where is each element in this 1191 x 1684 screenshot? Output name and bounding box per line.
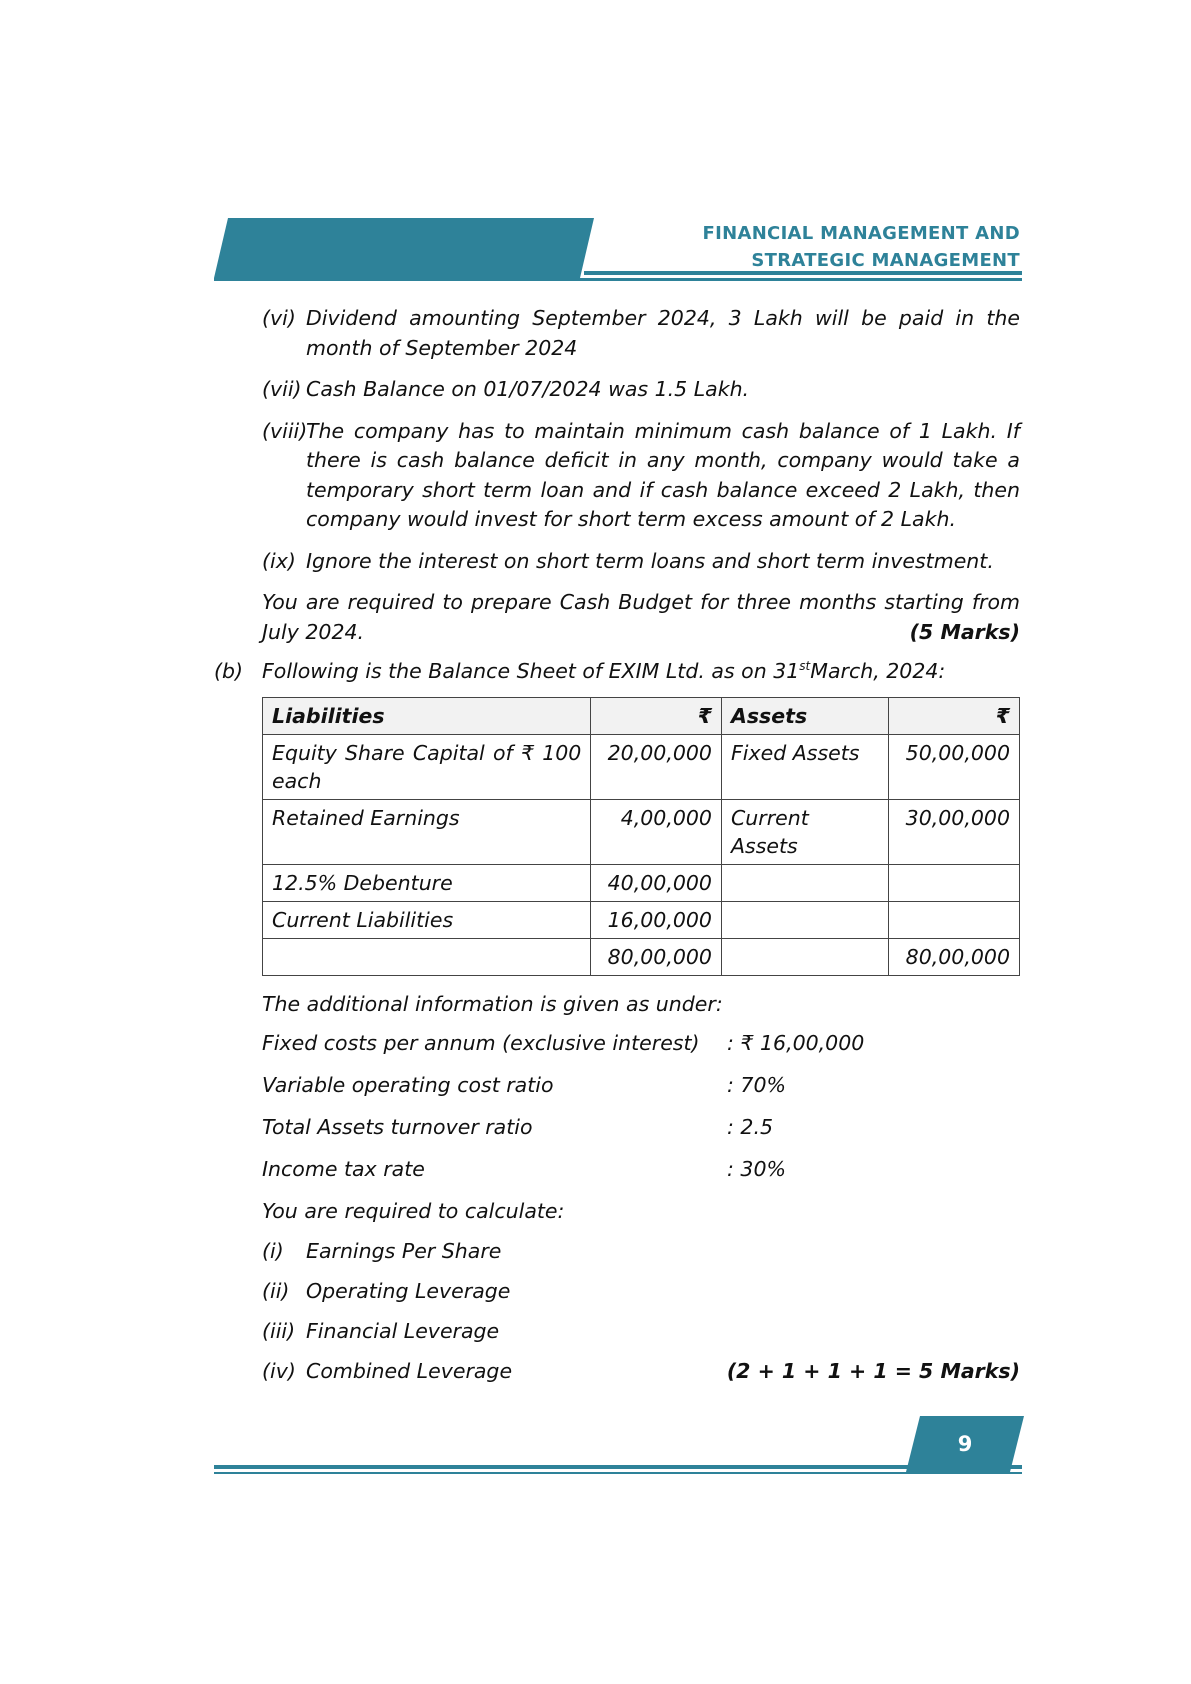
info-value: : 2.5 [727,1115,774,1139]
info-label: Variable operating cost ratio [262,1073,554,1097]
list-item [214,417,1020,535]
table-row [263,734,1020,799]
calc-number: (iv) [262,1358,296,1383]
calc-marks: (2 + 1 + 1 + 1 = 5 Marks) [726,1358,1020,1383]
calc-text: Financial Leverage [306,1318,500,1343]
calc-item [214,1357,1020,1397]
table-cell: 50,00,000 [889,734,1020,799]
calculate-intro: You are required to calculate: [262,1199,565,1223]
table-cell [721,864,888,901]
item-text: Ignore the interest on short term loans and short term investment. [306,548,994,573]
table-cell [721,901,888,938]
header-rupee-liabilities: ₹ [591,697,722,734]
footer-rule-thin [214,1472,1022,1474]
header-rule [214,278,1022,281]
part-b-superscript: st [799,659,811,674]
page-content [214,304,1020,1397]
item-number: (vii) [262,377,302,401]
info-label: Total Assets turnover ratio [262,1115,533,1139]
header-liabilities: Liabilities [263,697,591,734]
additional-info-intro: The additional information is given as under: [262,991,723,1016]
table-cell: 16,00,000 [591,901,722,938]
item-text: Cash Balance on 01/07/2024 was 1.5 Lakh. [306,377,750,401]
calc-text: Earnings Per Share [306,1238,502,1263]
list-item [214,547,1020,577]
item-number: (ix) [262,548,296,573]
footer-rule [214,1465,1022,1469]
table-cell [721,938,888,975]
table-cell: Equity Share Capital of ₹ 100 each [263,734,591,799]
calc-item [214,1317,1020,1357]
table-header-row [263,697,1020,734]
info-row [214,1155,1020,1197]
item-text: Dividend amounting September 2024, 3 Lakh will be paid in the month of September 2024 [306,306,1020,360]
calc-item [214,1237,1020,1277]
header-title-line2: STRATEGIC MANAGEMENT [751,250,1020,271]
info-label: Fixed costs per annum (exclusive interest) [262,1031,700,1055]
table-cell: 20,00,000 [591,734,722,799]
calc-number: (ii) [262,1278,290,1303]
item-number: (vi) [262,306,296,330]
list-item [214,304,1020,363]
calc-item [214,1277,1020,1317]
table-cell: 30,00,000 [889,799,1020,864]
part-b-number: (b) [214,659,244,683]
info-value: : 30% [727,1157,786,1181]
part-b-text: Following is the Balance Sheet of EXIM Ltd. as on 31 [262,659,800,683]
item-number: (viii) [262,418,308,443]
total-assets: 80,00,000 [889,938,1020,975]
header-title-line1: FINANCIAL MANAGEMENT AND [702,223,1020,244]
requirement-text: You are required to prepare Cash Budget for three months starting from July 2024. [262,590,1020,644]
requirement-marks: (5 Marks) [909,619,1020,644]
header-assets: Assets [721,697,888,734]
balance-sheet-table [262,697,1020,976]
total-liabilities: 80,00,000 [591,938,722,975]
table-cell: Current Liabilities [263,901,591,938]
info-label: Income tax rate [262,1157,425,1181]
calc-number: (iii) [262,1318,296,1343]
header-rupee-assets: ₹ [889,697,1020,734]
table-cell: 40,00,000 [591,864,722,901]
calc-number: (i) [262,1238,284,1263]
info-row [214,1029,1020,1071]
table-cell: 12.5% Debenture [263,864,591,901]
info-value: : ₹ 16,00,000 [727,1031,865,1055]
header-tab [214,218,594,278]
table-total-row [263,938,1020,975]
info-row [214,1071,1020,1113]
table-cell [263,938,591,975]
info-value: : 70% [727,1073,786,1097]
header-title [703,220,1021,274]
page-number: 9 [957,1432,973,1456]
calc-text: Operating Leverage [306,1278,511,1303]
calc-text: Combined Leverage [306,1358,513,1383]
part-b-heading [214,657,1020,687]
table-cell: Fixed Assets [721,734,888,799]
table-row [263,799,1020,864]
info-row [214,1113,1020,1155]
item-text: The company has to maintain minimum cash balance of 1 Lakh. If there is cash balance deficit in any month, company would take a temporary short term loan and if cash balance exceed 2 Lakh, then company would invest for short term excess amount of 2 Lakh. [306,418,1020,531]
table-cell [889,864,1020,901]
table-row [263,901,1020,938]
table-cell: Current Assets [721,799,888,864]
table-cell: Retained Earnings [263,799,591,864]
header-rule-upper [584,271,1022,275]
table-cell [889,901,1020,938]
table-cell: 4,00,000 [591,799,722,864]
part-b-text-after: March, 2024: [810,659,946,683]
table-row [263,864,1020,901]
requirement-paragraph [214,588,1020,647]
header-tab-label: SUGGESTED ANSWER [61,18,319,42]
list-item [214,375,1020,405]
